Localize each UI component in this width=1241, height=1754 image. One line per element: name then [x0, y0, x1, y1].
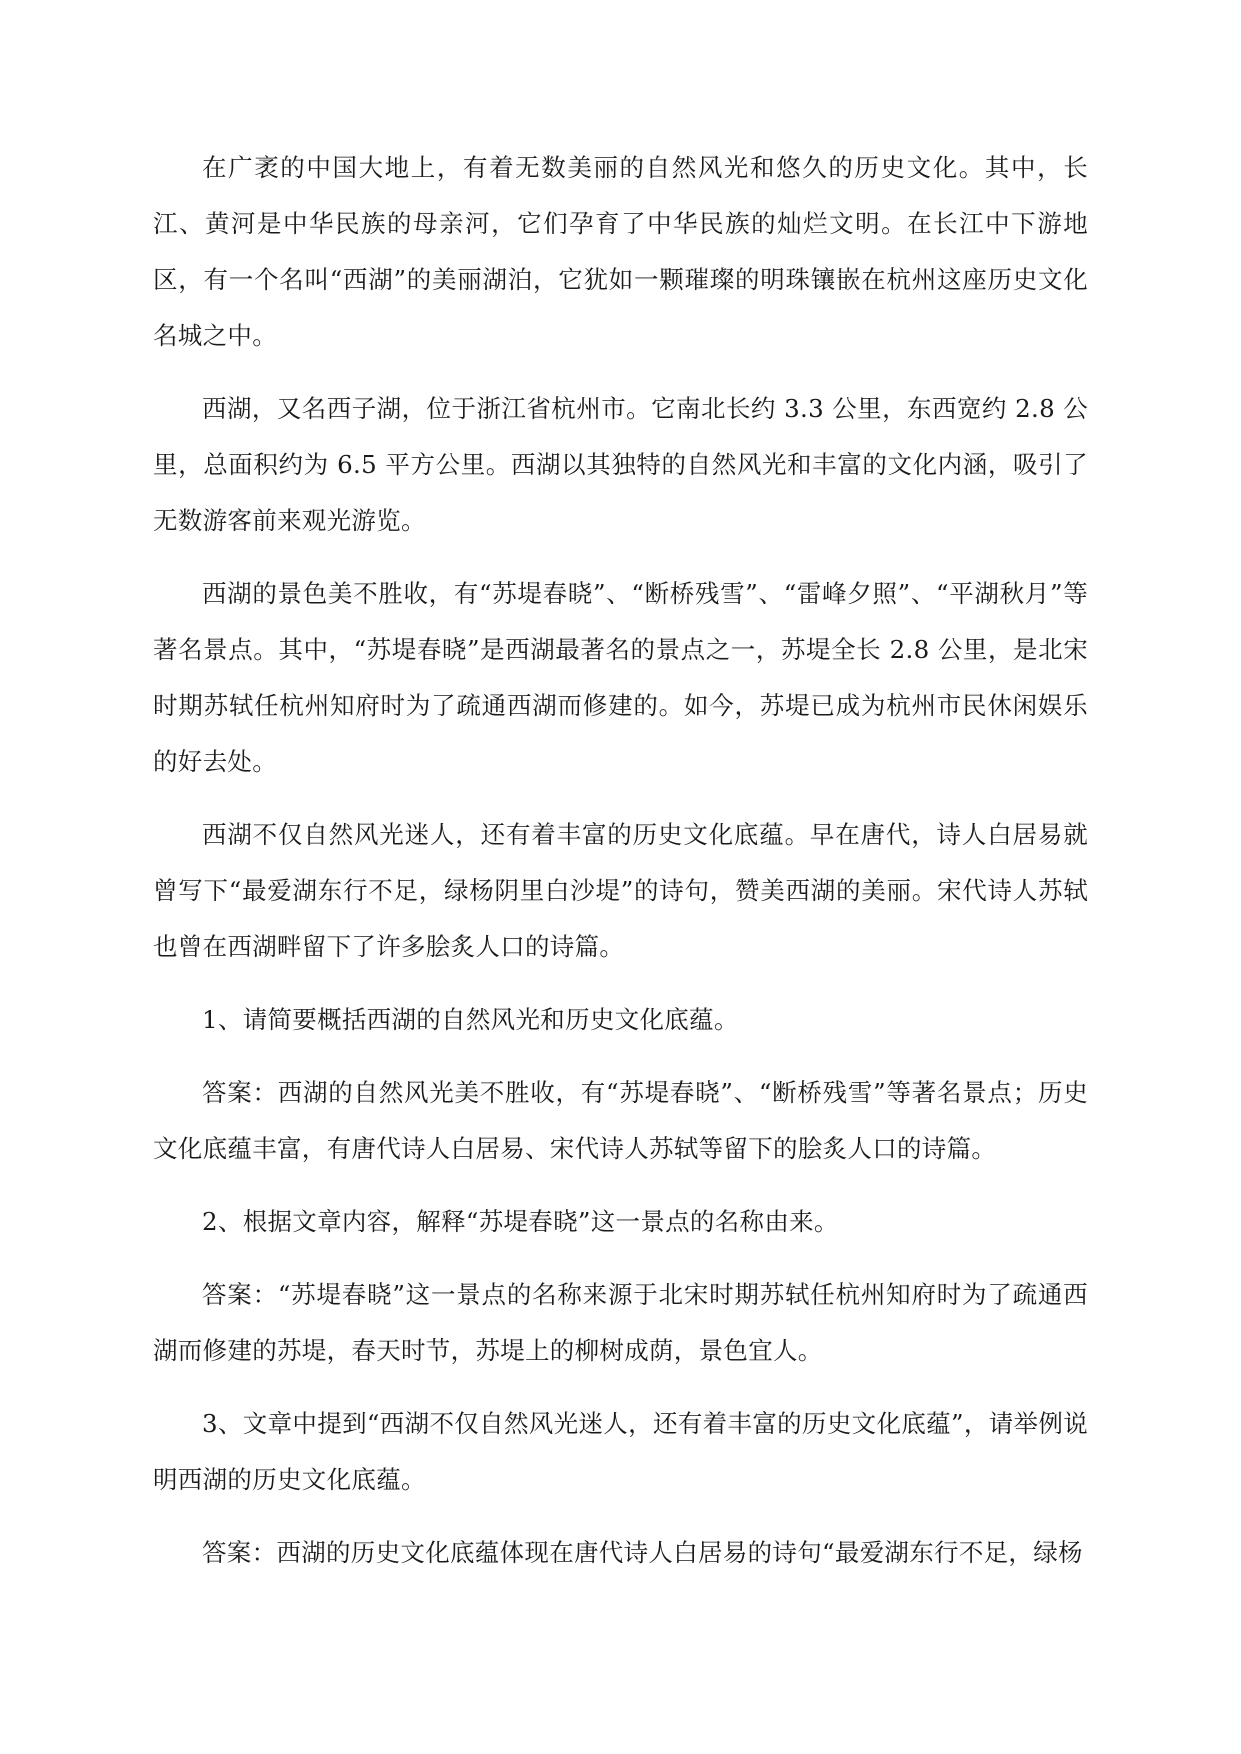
question-1: 1、请简要概括西湖的自然风光和历史文化底蕴。 — [202, 1005, 739, 1034]
intro-paragraph: 在广袤的中国大地上，有着无数美丽的自然风光和悠久的历史文化。其中，长江、黄河是中华民族的母亲河，它们孕育了中华民族的灿烂文明。在长江中下游地区，有一个名叫“西湖”的美丽湖泊，它犹如一颗璀璨的明珠镶嵌在杭州这座历史文化名城之中。 — [153, 153, 1088, 350]
answer-2: 答案：“苏堤春晓”这一景点的名称来源于北宋时期苏轼任杭州知府时为了疏通西湖而修建的苏堤，春天时节，苏堤上的柳树成荫，景色宜人。 — [153, 1280, 1088, 1365]
west-lake-facts-paragraph: 西湖，又名西子湖，位于浙江省杭州市。它南北长约 3.3 公里，东西宽约 2.8 公里，总面积约为 6.5 平方公里。西湖以其独特的自然风光和丰富的文化内涵，吸引了无数游客前来观光游览。 — [153, 394, 1088, 535]
answer-1: 答案：西湖的自然风光美不胜收，有“苏堤春晓”、“断桥残雪”等著名景点；历史文化底蕴丰富，有唐代诗人白居易、宋代诗人苏轼等留下的脍炙人口的诗篇。 — [153, 1078, 1088, 1163]
scenic-spots-paragraph: 西湖的景色美不胜收，有“苏堤春晓”、“断桥残雪”、“雷峰夕照”、“平湖秋月”等著名景点。其中，“苏堤春晓”是西湖最著名的景点之一，苏堤全长 2.8 公里，是北宋时期苏轼任杭州知府时为了疏通西湖而修建的。如今，苏堤已成为杭州市民休闲娱乐的好去处。 — [153, 579, 1088, 776]
document-page — [153, 140, 1088, 1598]
history-culture-paragraph: 西湖不仅自然风光迷人，还有着丰富的历史文化底蕴。早在唐代，诗人白居易就曾写下“最爱湖东行不足，绿杨阴里白沙堤”的诗句，赞美西湖的美丽。宋代诗人苏轼也曾在西湖畔留下了许多脍炙人口的诗篇。 — [153, 820, 1088, 961]
question-2: 2、根据文章内容，解释“苏堤春晓”这一景点的名称由来。 — [202, 1207, 839, 1236]
answer-3: 答案：西湖的历史文化底蕴体现在唐代诗人白居易的诗句“最爱湖东行不足，绿杨 — [202, 1538, 1083, 1567]
question-3: 3、文章中提到“西湖不仅自然风光迷人，还有着丰富的历史文化底蕴”，请举例说明西湖的历史文化底蕴。 — [153, 1409, 1088, 1494]
